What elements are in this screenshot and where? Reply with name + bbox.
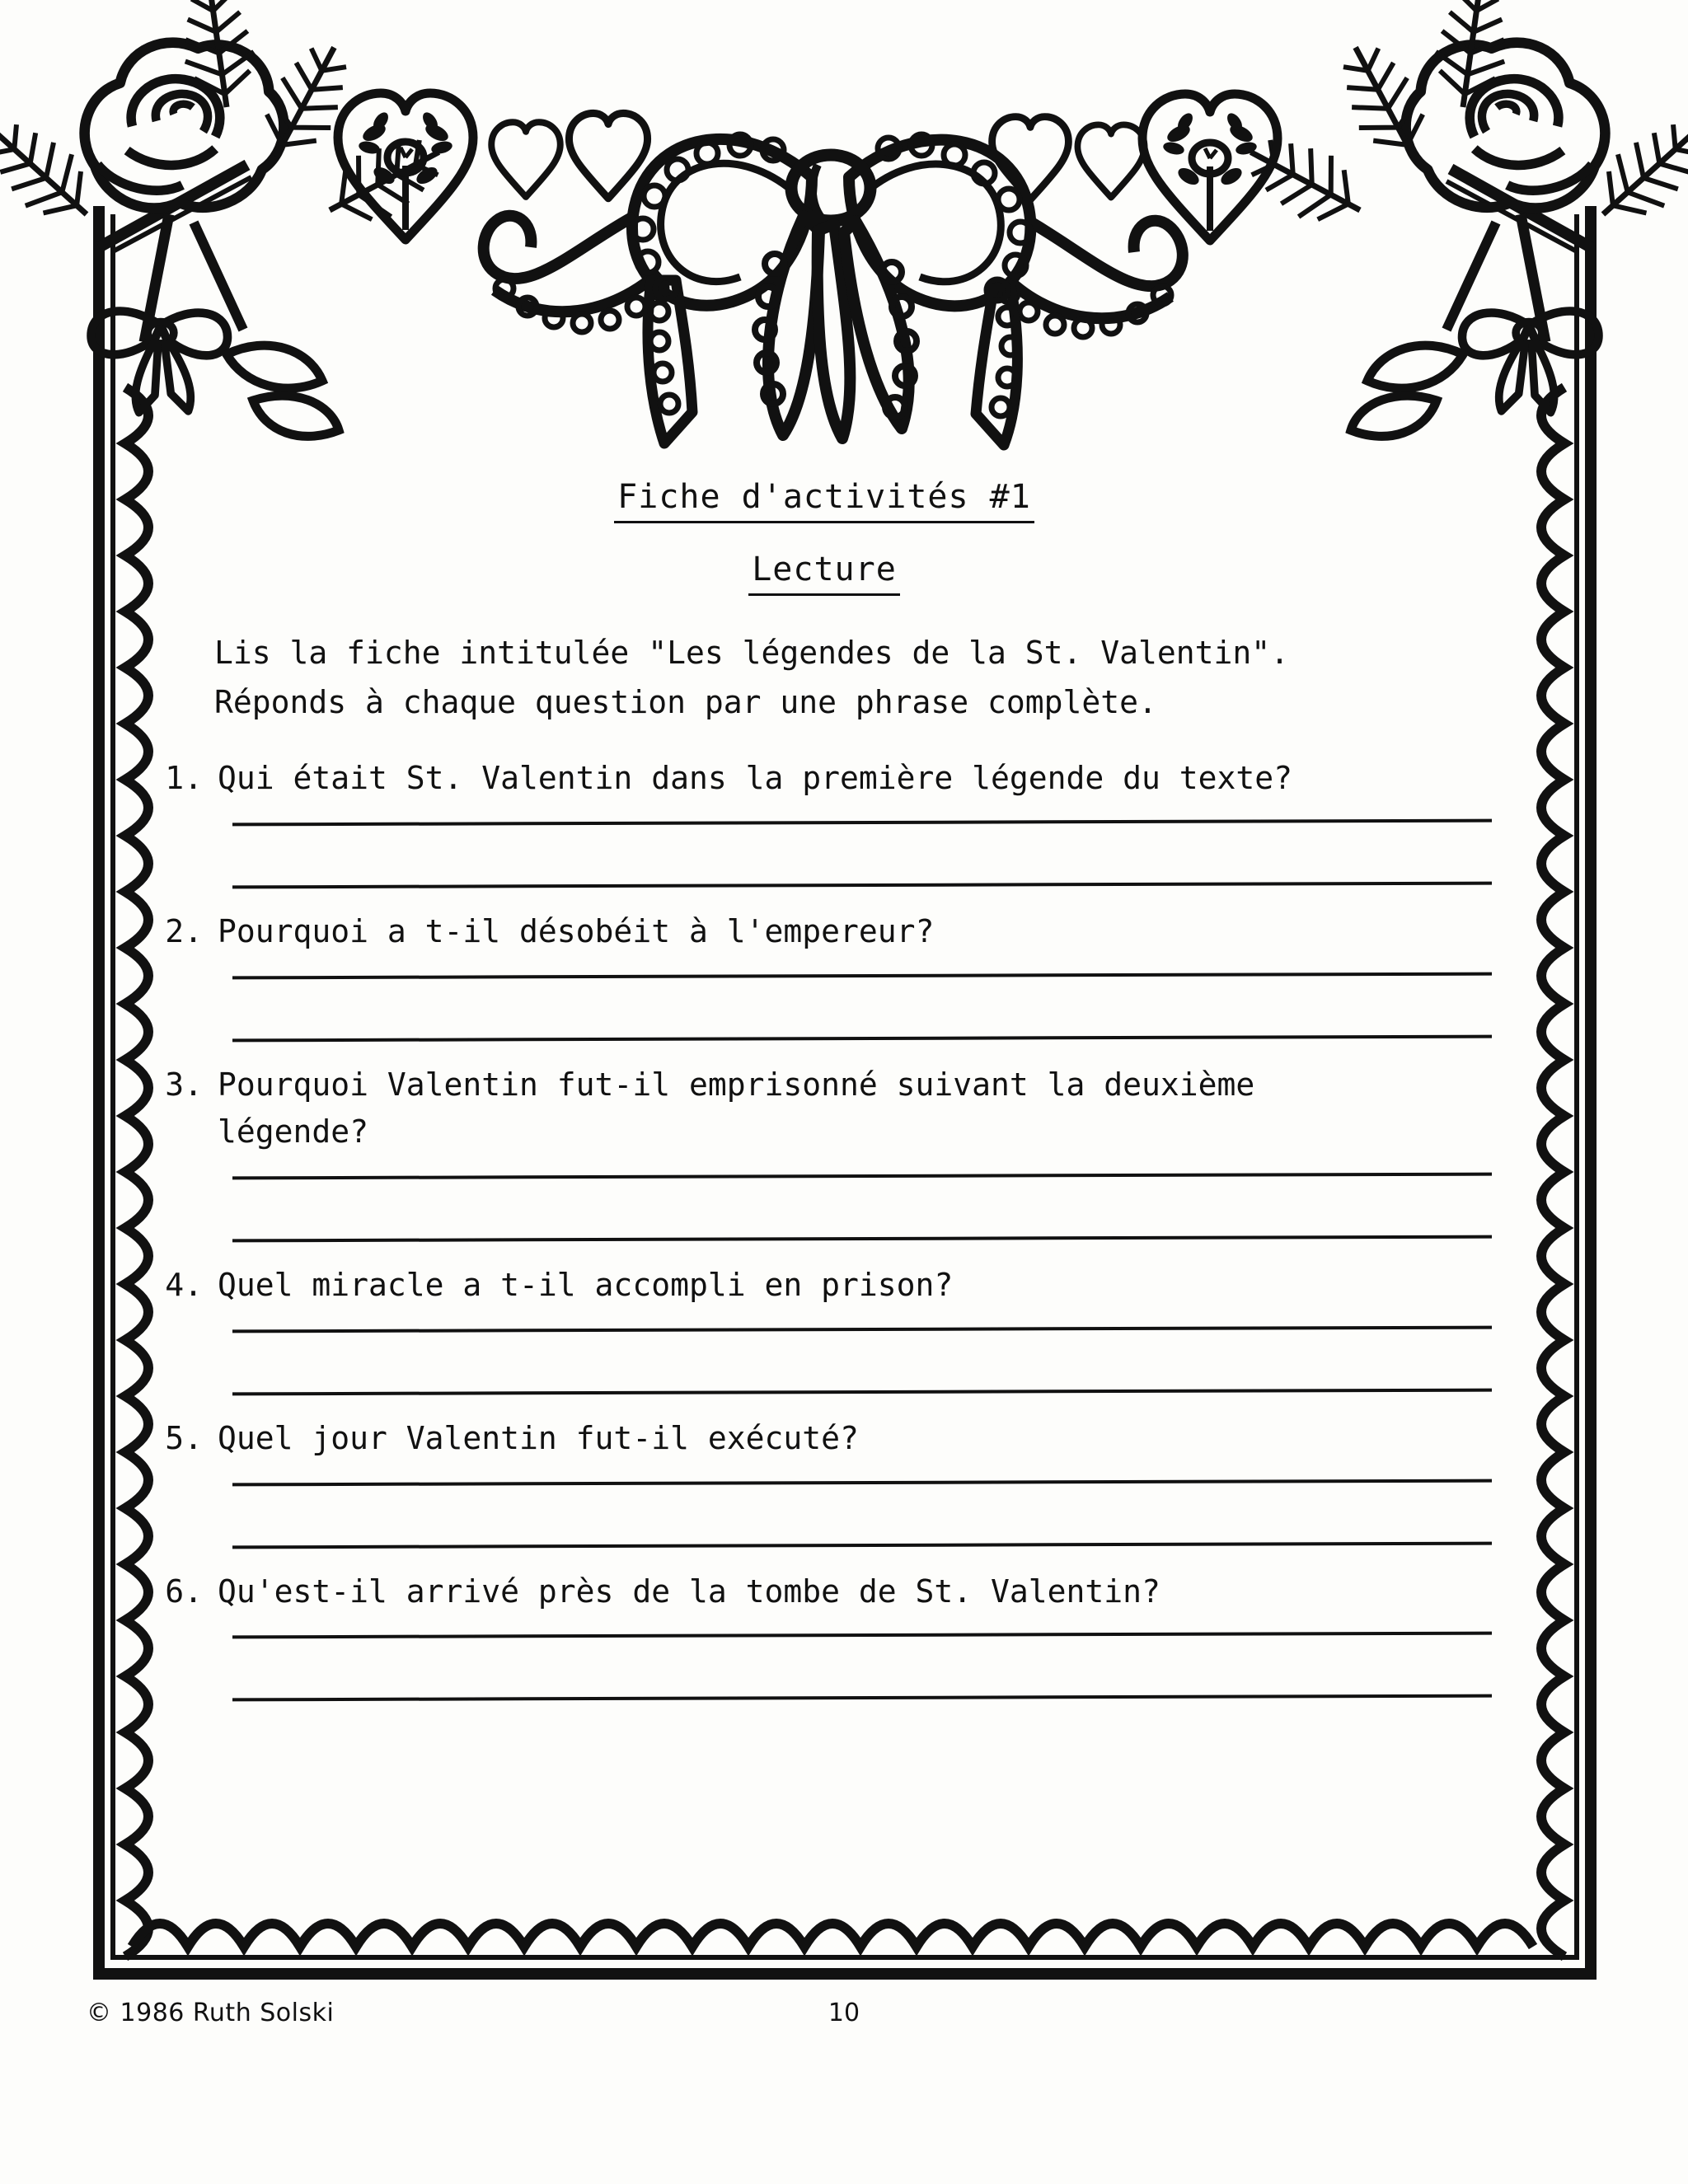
answer-line[interactable] xyxy=(232,1479,1492,1486)
heart-plain-icon xyxy=(992,117,1069,200)
heart-plain-icon xyxy=(1077,124,1144,197)
question-text: Qui était St. Valentin dans la première légende du texte? xyxy=(218,760,1293,797)
question-block xyxy=(157,908,1492,1040)
question-number: 6. xyxy=(165,1572,203,1610)
page-subtitle-text: Lecture xyxy=(752,551,897,588)
worksheet-content xyxy=(157,478,1492,1721)
instruction-line-1: Lis la fiche intitulée "Les légendes de la St. Valentin". xyxy=(214,635,1290,671)
answer-line[interactable] xyxy=(232,1694,1492,1702)
heart-plain-icon xyxy=(569,113,647,198)
question-number: 2. xyxy=(165,912,203,949)
question-text: Quel jour Valentin fut-il exécuté? xyxy=(218,1419,859,1456)
answer-line[interactable] xyxy=(232,1325,1492,1333)
answer-lines xyxy=(157,821,1492,887)
heart-with-flower-right-icon xyxy=(1142,94,1278,241)
answer-lines xyxy=(157,1174,1492,1240)
question-block xyxy=(157,1062,1492,1241)
page-footer xyxy=(87,1999,1601,2048)
heart-plain-icon xyxy=(491,122,560,197)
question-number: 3. xyxy=(165,1066,203,1103)
answer-line[interactable] xyxy=(232,972,1492,979)
heart-with-flower-left-icon xyxy=(338,93,473,240)
page-number: 10 xyxy=(828,1999,860,2027)
answer-lines xyxy=(157,974,1492,1040)
question-text: Pourquoi a t-il désobéit à l'empereur? xyxy=(218,912,935,949)
question-text-line-1: Pourquoi Valentin fut-il emprisonné suivant la deuxième xyxy=(218,1066,1255,1103)
page-title-text: Fiche d'activités #1 xyxy=(617,478,1031,516)
answer-lines xyxy=(157,1481,1492,1547)
question-text-line-2: légende? xyxy=(218,1113,369,1151)
answer-line[interactable] xyxy=(232,1034,1492,1042)
question-number: 1. xyxy=(165,760,203,797)
question-block xyxy=(157,1262,1492,1394)
answer-lines xyxy=(157,1633,1492,1699)
question-text: Qu'est-il arrivé près de la tombe de St. Valentin? xyxy=(218,1572,1160,1610)
answer-line[interactable] xyxy=(232,881,1492,888)
answer-lines xyxy=(157,1328,1492,1394)
lace-bow-icon xyxy=(484,134,1183,445)
answer-line[interactable] xyxy=(232,1235,1492,1243)
page-subtitle xyxy=(157,551,1492,588)
answer-line[interactable] xyxy=(232,1173,1492,1180)
question-block xyxy=(157,755,1492,887)
question-list xyxy=(157,755,1492,1699)
question-block xyxy=(157,1415,1492,1547)
instructions xyxy=(157,628,1492,727)
answer-line[interactable] xyxy=(232,1632,1492,1639)
copyright-notice: © 1986 Ruth Solski xyxy=(87,1999,335,2027)
answer-line[interactable] xyxy=(232,1541,1492,1549)
question-number: 4. xyxy=(165,1267,203,1304)
question-text: Quel miracle a t-il accompli en prison? xyxy=(218,1267,954,1304)
question-text xyxy=(218,1062,1492,1157)
answer-line[interactable] xyxy=(232,1388,1492,1395)
answer-line[interactable] xyxy=(232,818,1492,826)
question-block xyxy=(157,1568,1492,1700)
question-number: 5. xyxy=(165,1419,203,1456)
page-title xyxy=(157,478,1492,516)
instruction-line-2: Réponds à chaque question par une phrase complète. xyxy=(214,684,1157,721)
